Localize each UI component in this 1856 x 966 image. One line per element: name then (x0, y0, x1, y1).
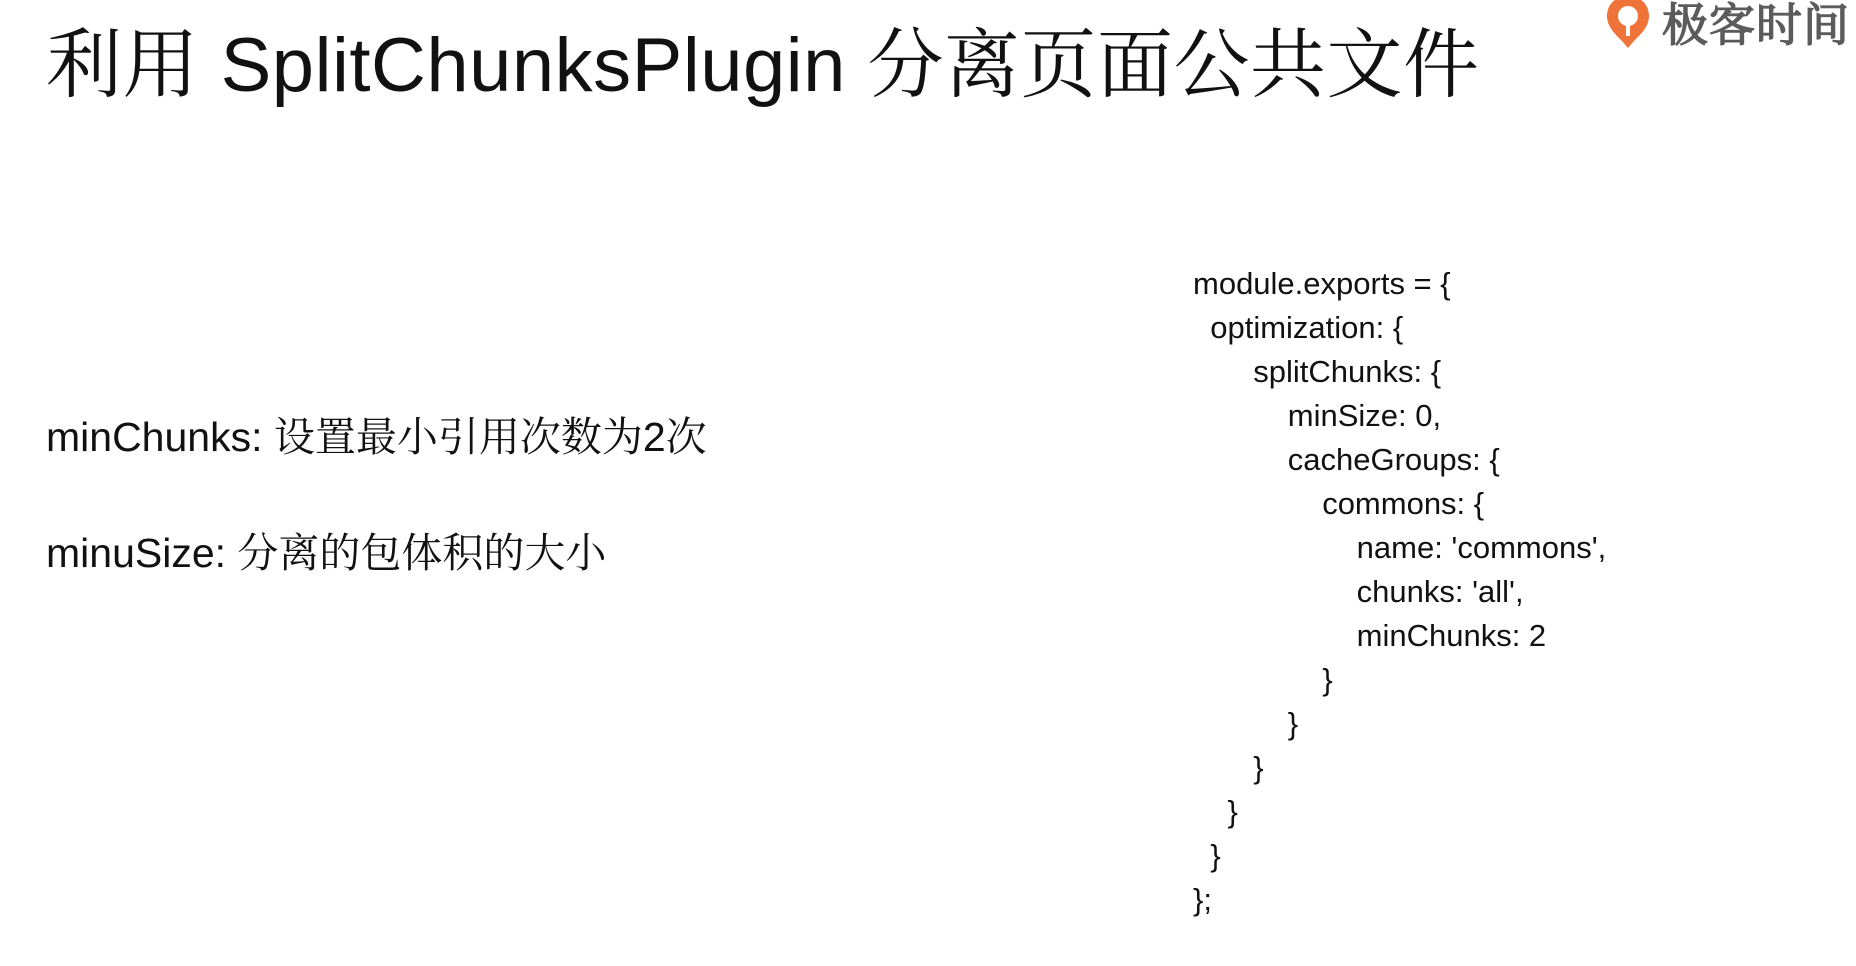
notes-list (46, 412, 707, 578)
brand-name: 极客时间 (1662, 0, 1850, 51)
brand-logo (1604, 0, 1850, 52)
code-line: chunks: 'all', (1193, 574, 1524, 609)
slide-title: 利用 SplitChunksPlugin 分离页面公共文件 (46, 23, 1480, 108)
code-line: } (1193, 794, 1238, 829)
code-line: commons: { (1193, 486, 1485, 521)
code-line: splitChunks: { (1193, 354, 1442, 389)
geektime-logo-icon (1604, 0, 1652, 50)
code-line: } (1193, 750, 1264, 785)
note-min-chunks: minChunks: 设置最小引用次数为2次 (46, 414, 707, 460)
code-line: module.exports = { (1193, 266, 1451, 301)
code-line: minSize: 0, (1193, 398, 1442, 433)
code-line: cacheGroups: { (1193, 442, 1500, 477)
code-line: minChunks: 2 (1193, 618, 1547, 653)
code-block (1193, 262, 1606, 922)
code-line: optimization: { (1193, 310, 1404, 345)
code-line: } (1193, 838, 1221, 873)
code-line: } (1193, 662, 1333, 697)
note-min-size: minuSize: 分离的包体积的大小 (46, 530, 607, 576)
code-line: name: 'commons', (1193, 530, 1607, 565)
code-line: } (1193, 706, 1299, 741)
code-line: }; (1193, 882, 1212, 917)
